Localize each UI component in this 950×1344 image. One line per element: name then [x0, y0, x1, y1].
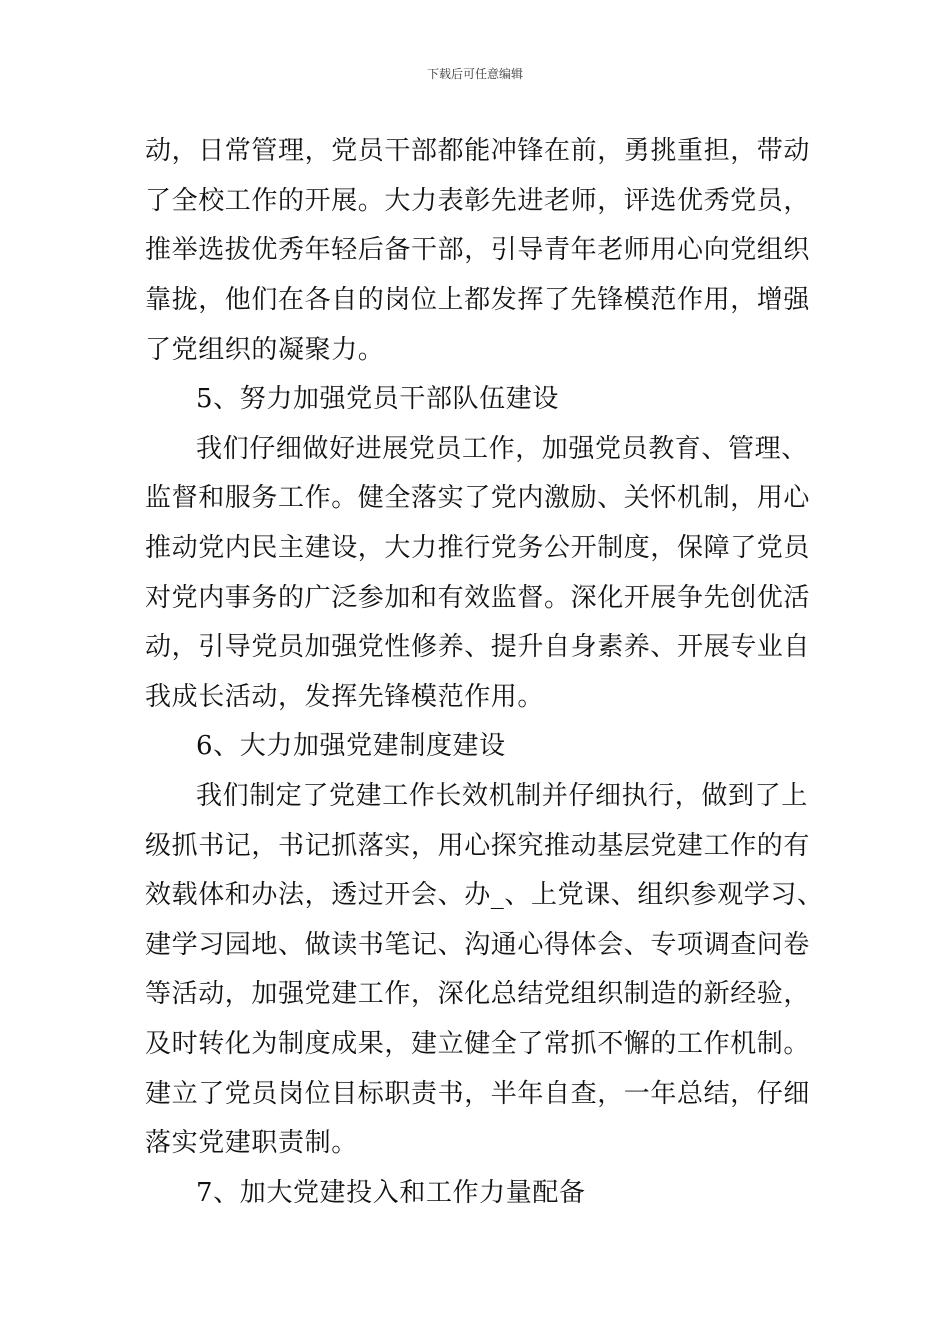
paragraph-line: 监督和服务工作。健全落实了党内激励、关怀机制，用心	[145, 483, 811, 513]
paragraph-line: 靠拢，他们在各自的岗位上都发挥了先锋模范作用，增强	[145, 285, 811, 315]
section-heading: 6、大力加强党建制度建设	[196, 731, 506, 761]
paragraph-line: 对党内事务的广泛参加和有效监督。深化开展争先创优活	[145, 583, 811, 613]
paragraph-line: 推举选拔优秀年轻后备干部，引导青年老师用心向党组织	[145, 235, 811, 265]
paragraph-line: 推动党内民主建设，大力推行党务公开制度，保障了党员	[145, 533, 811, 563]
section-heading: 5、努力加强党员干部队伍建设	[196, 384, 559, 414]
paragraph-line: 及时转化为制度成果，建立健全了常抓不懈的工作机制。	[145, 1029, 811, 1059]
paragraph-line: 了党组织的凝聚力。	[145, 335, 385, 365]
paragraph-line: 级抓书记，书记抓落实，用心探究推动基层党建工作的有	[145, 831, 811, 861]
paragraph-line: 我们制定了党建工作长效机制并仔细执行，做到了上	[196, 781, 808, 811]
paragraph-line: 建立了党员岗位目标职责书，半年自查，一年总结，仔细	[145, 1079, 811, 1109]
paragraph-line: 效载体和办法，透过开会、办_、上党课、组织参观学习、	[145, 880, 824, 910]
paragraph-line: 落实党建职责制。	[145, 1128, 358, 1158]
paragraph-line: 等活动，加强党建工作，深化总结党组织制造的新经验，	[145, 979, 811, 1009]
section-heading: 7、加大党建投入和工作力量配备	[196, 1178, 586, 1208]
paragraph-line: 建学习园地、做读书笔记、沟通心得体会、专项调查问卷	[145, 930, 811, 960]
paragraph-line: 了全校工作的开展。大力表彰先进老师，评选优秀党员，	[145, 186, 811, 216]
paragraph-line: 我们仔细做好进展党员工作，加强党员教育、管理、	[196, 434, 808, 464]
paragraph-line: 动，引导党员加强党性修养、提升自身素养、开展专业自	[145, 632, 811, 662]
paragraph-line: 动，日常管理，党员干部都能冲锋在前，勇挑重担，带动	[145, 136, 811, 166]
paragraph-line: 我成长活动，发挥先锋模范作用。	[145, 682, 545, 712]
page-header: 下载后可任意编辑	[426, 67, 523, 81]
